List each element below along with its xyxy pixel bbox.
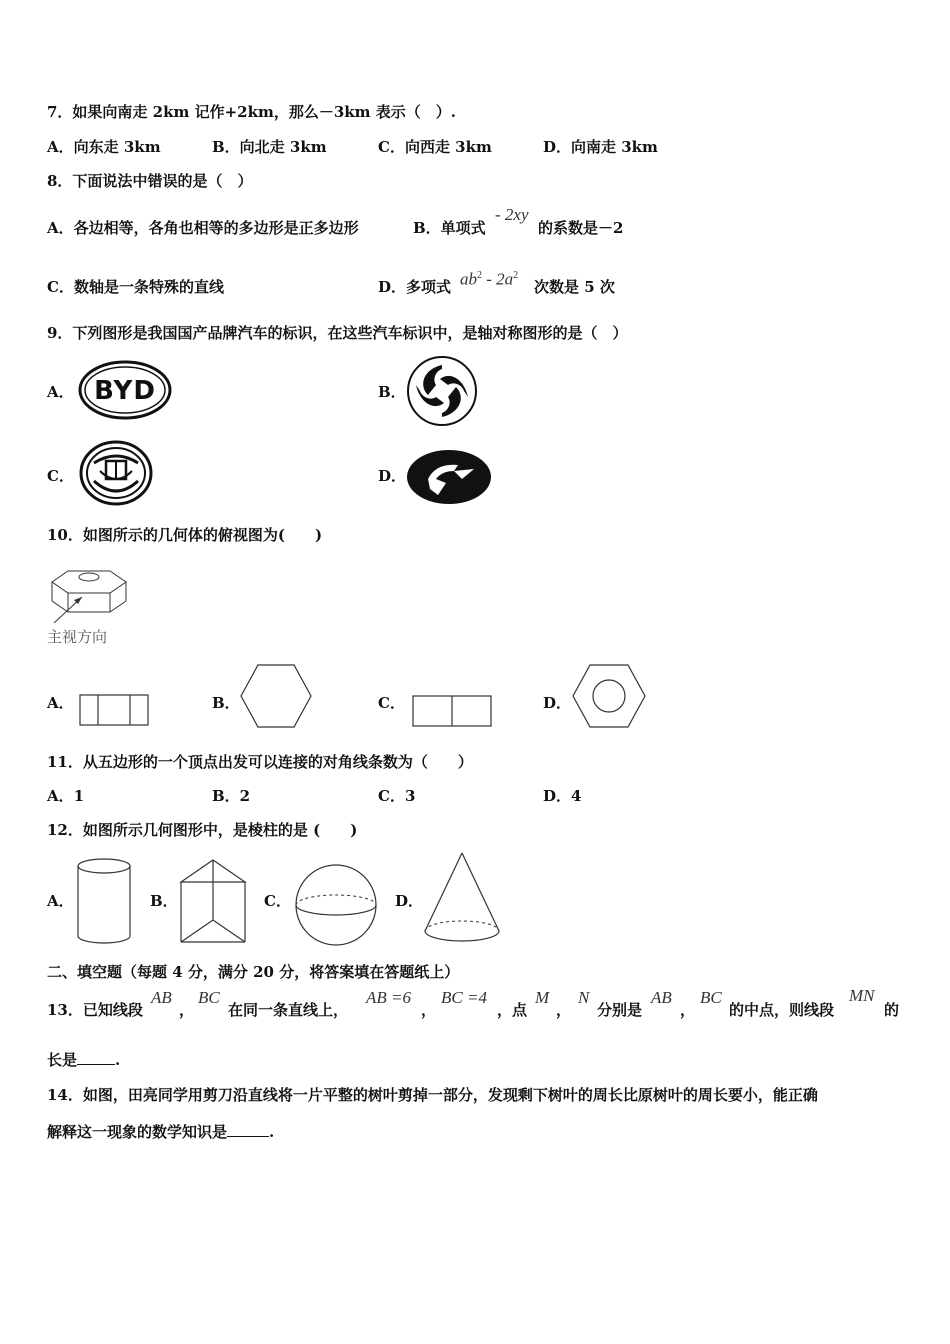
q13-math-bc-eq: BC =4 (441, 988, 487, 1007)
byd-logo (78, 360, 172, 420)
q8-option-c: C．数轴是一条特殊的直线 (47, 278, 224, 296)
section-title: 二、填空题（每题 4 分，满分 20 分，将答案填在答题纸上） (47, 963, 460, 981)
q13-text-4: ， (421, 1001, 437, 1019)
q13-math-m: M (535, 988, 550, 1007)
q13-line2-end: . (115, 1051, 121, 1069)
q13-text-1: 13．已知线段 (47, 1001, 143, 1019)
q8-option-b-math: - 2xy (495, 205, 529, 224)
q14-answer-blank[interactable] (227, 1122, 269, 1137)
dongfeng-oval-logo (406, 449, 492, 507)
q8-option-d-prefix: D．多项式 (378, 278, 452, 296)
q13-line2-text: 长是 (47, 1051, 78, 1069)
q9-label-d: D． (378, 467, 407, 485)
q8-option-a: A．各边相等，各角也相等的多边形是正多边形 (47, 219, 359, 237)
brilliance-logo (80, 441, 152, 505)
q10-figure-a (79, 694, 149, 726)
q13-text-6: ， (556, 1001, 572, 1019)
q8-math-term1: ab (460, 269, 477, 289)
q13-text-10: 的 (884, 1001, 900, 1019)
sphere-figure (294, 864, 378, 946)
q8-option-d-suffix: 次数是 5 次 (534, 278, 615, 296)
dongfeng-logo (406, 355, 478, 427)
q8-math-term2: - 2a (482, 269, 514, 289)
q11-stem: 11．从五边形的一个顶点出发可以连接的对角线条数为（ ） (47, 753, 473, 771)
q8-stem: 8．下面说法中错误的是（ ） (47, 172, 253, 190)
q14-line-1: 14．如图，田亮同学用剪刀沿直线将一片平整的树叶剪掉一部分，发现剩下树叶的周长比原树叶的周长要小，能正确 (47, 1086, 818, 1104)
q10-label-d: D． (543, 694, 572, 712)
q9-label-a: A． (47, 383, 74, 401)
q9-stem: 9．下列图形是我国国产品牌汽车的标识，在这些汽车标识中，是轴对称图形的是（ ） (47, 324, 628, 342)
triangular-prism-figure (179, 858, 247, 946)
q8-option-d-math: $ab^2 - 2a^2$ (460, 269, 519, 289)
q10-stem: 10．如图所示的几何体的俯视图为( ) (47, 526, 323, 544)
q8-option-b-suffix: 的系数是－2 (538, 219, 624, 237)
byd-logo-text: BYD (94, 376, 156, 406)
q13-math-mn: MN (849, 986, 875, 1005)
view-direction-label: 主视方向 (47, 628, 108, 646)
q13-math-ab: AB (151, 988, 172, 1007)
q13-text-8: ， (680, 1001, 696, 1019)
q10-figure-d-hexagon-circle (572, 664, 646, 728)
q13-math-n: N (578, 988, 590, 1007)
q8-option-b-prefix: B．单项式 (413, 219, 486, 237)
q7-option-a: A．向东走 3km (47, 138, 161, 156)
q10-label-b: B． (212, 694, 240, 712)
q12-stem: 12．如图所示几何图形中，是棱柱的是 ( ) (47, 821, 358, 839)
q14-line-2 (47, 1122, 274, 1142)
q12-label-a: A． (47, 892, 74, 910)
q11-option-b: B．2 (212, 787, 251, 805)
q11-option-d: D．4 (543, 787, 582, 805)
q12-label-b: B． (150, 892, 178, 910)
q13-text-7: 分别是 (597, 1001, 643, 1019)
q11-option-a: A．1 (47, 787, 85, 805)
q13-math-ab-eq: AB =6 (366, 988, 411, 1007)
q14-line2-end: . (269, 1123, 275, 1141)
q13-line-2 (47, 1050, 120, 1070)
nut-3d-figure (46, 567, 130, 627)
q14-line2-text: 解释这一现象的数学知识是 (47, 1123, 228, 1141)
q10-figure-b-hexagon (240, 664, 312, 728)
q13-text-5: ，点 (497, 1001, 528, 1019)
q13-math-ab-2: AB (651, 988, 672, 1007)
q10-label-c: C． (378, 694, 405, 712)
q12-label-d: D． (395, 892, 424, 910)
q13-answer-blank[interactable] (77, 1050, 115, 1065)
q10-label-a: A． (47, 694, 74, 712)
q7-option-b: B．向北走 3km (212, 138, 327, 156)
q12-label-c: C． (264, 892, 291, 910)
q9-label-b: B． (378, 383, 406, 401)
q11-option-c: C．3 (378, 787, 416, 805)
cone-figure (423, 851, 501, 945)
q7-stem: 7．如果向南走 2km 记作+2km，那么－3km 表示（ ）. (47, 103, 457, 121)
q13-text-2: ， (179, 1001, 195, 1019)
q13-math-bc: BC (198, 988, 220, 1007)
q13-text-9: 的中点，则线段 (729, 1001, 835, 1019)
q7-option-d: D．向南走 3km (543, 138, 658, 156)
q13-math-bc-2: BC (700, 988, 722, 1007)
q9-label-c: C． (47, 467, 74, 485)
q7-option-c: C．向西走 3km (378, 138, 492, 156)
q10-figure-c (412, 695, 492, 727)
cylinder-figure (76, 858, 132, 946)
q13-text-3: 在同一条直线上， (228, 1001, 349, 1019)
